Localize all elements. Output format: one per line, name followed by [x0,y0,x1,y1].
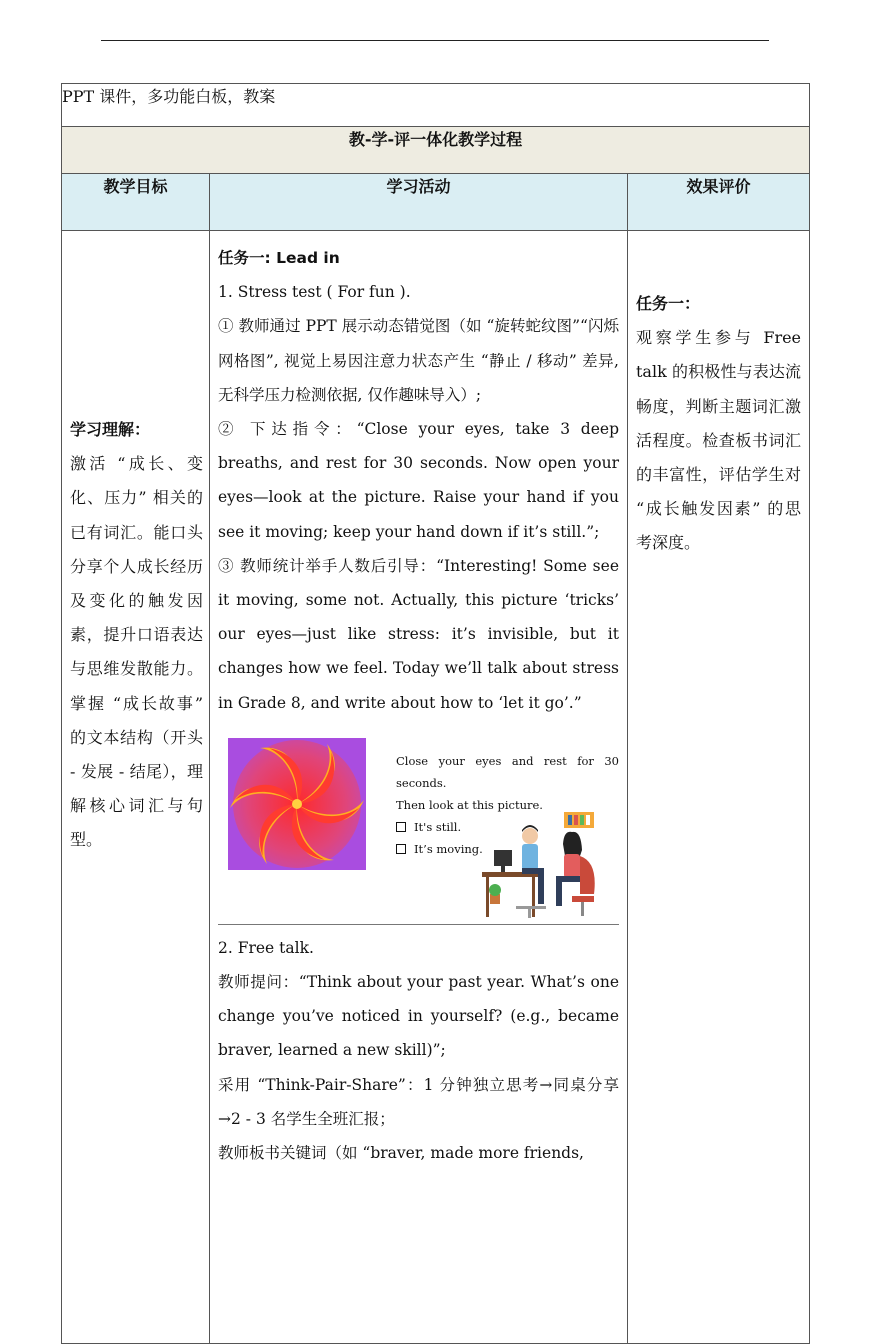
goal-cell [62,231,210,1344]
header-activity: 学习活动 [210,174,628,231]
header-evaluation: 效果评价 [628,174,810,231]
goal-text: 激活 “成长、变化、压力” 相关的已有词汇。能口头分享个人成长经历及变化的触发因素，提升口语表达与思维发散能力。掌握 “成长故事” 的文本结构（开头 - 发展 - 结尾），理解核心词汇与句型。 [70,454,203,850]
counseling-scene-illustration [476,810,606,922]
content-row [62,231,810,1344]
step3-text: ③ 教师统计举手人数后引导：“Interesting! Some see it moving, some not. Actually, this picture ‘tricks’ our eyes—just like stress: it’s invisible, but it changes how we feel. Today we’ll talk about stress in Grade 8, and write about how to ‘let it go’.” [218,556,619,712]
rotating-snake-illusion-image [228,738,366,870]
illusion-figure [218,726,619,925]
evaluation-text: 观察学生参与 Free talk 的积极性与表达流畅度，判断主题词汇激活程度。检查板书词汇的丰富性，评估学生对 “成长触发因素” 的思考深度。 [636,328,802,553]
item1-title: 1. Stress test ( For fun ). [218,283,411,302]
item2-title: 2. Free talk. [218,938,314,957]
lesson-table [61,83,810,1344]
step1-text: ① 教师通过 PPT 展示动态错觉图（如 “旋转蛇纹图”“闪烁网格图”, 视觉上易因注意力状态产生 “静止 / 移动” 差异, 无科学压力检测依据, 仅作趣味导入）; [218,317,619,404]
prompt-line-2: Then look at this picture. [396,797,543,812]
header-rule [101,40,769,41]
resources-row [62,84,810,127]
resources-cell: PPT 课件，多功能白板，教案 [62,84,810,127]
goal-label: 学习理解： [70,420,151,439]
task1-title: 任务一: Lead in [218,249,340,267]
section-row [62,127,810,174]
step2-text: ② 下达指令：“Close your eyes, take 3 deep breaths, and rest for 30 seconds. Now open your eyes—look at the picture. Raise your hand if you see it moving; keep your hand down if it’s still.”; [218,420,619,541]
para2-text: 采用 “Think-Pair-Share”：1 分钟独立思考→同桌分享→2 - 3 名学生全班汇报； [218,1075,619,1128]
checkbox-icon [396,844,406,854]
option-still: It's still. [396,816,619,838]
section-title: 教-学-评一体化教学过程 [62,127,810,174]
checkbox-icon [396,822,406,832]
header-goal: 教学目标 [62,174,210,231]
evaluation-label: 任务一： [636,294,701,313]
header-row [62,174,810,231]
prompt-line-1: Close your eyes and rest for 30 seconds. [396,753,619,790]
para3-text: 教师板书关键词（如 “braver, made more friends, [218,1144,584,1163]
option-moving: It’s moving. [396,838,619,860]
evaluation-cell [628,231,810,1344]
para1-text: 教师提问：“Think about your past year. What’s one change you’ve noticed in yourself? (e.g., became braver, learned a new skill)”; [218,973,619,1060]
activity-cell [210,231,628,1344]
